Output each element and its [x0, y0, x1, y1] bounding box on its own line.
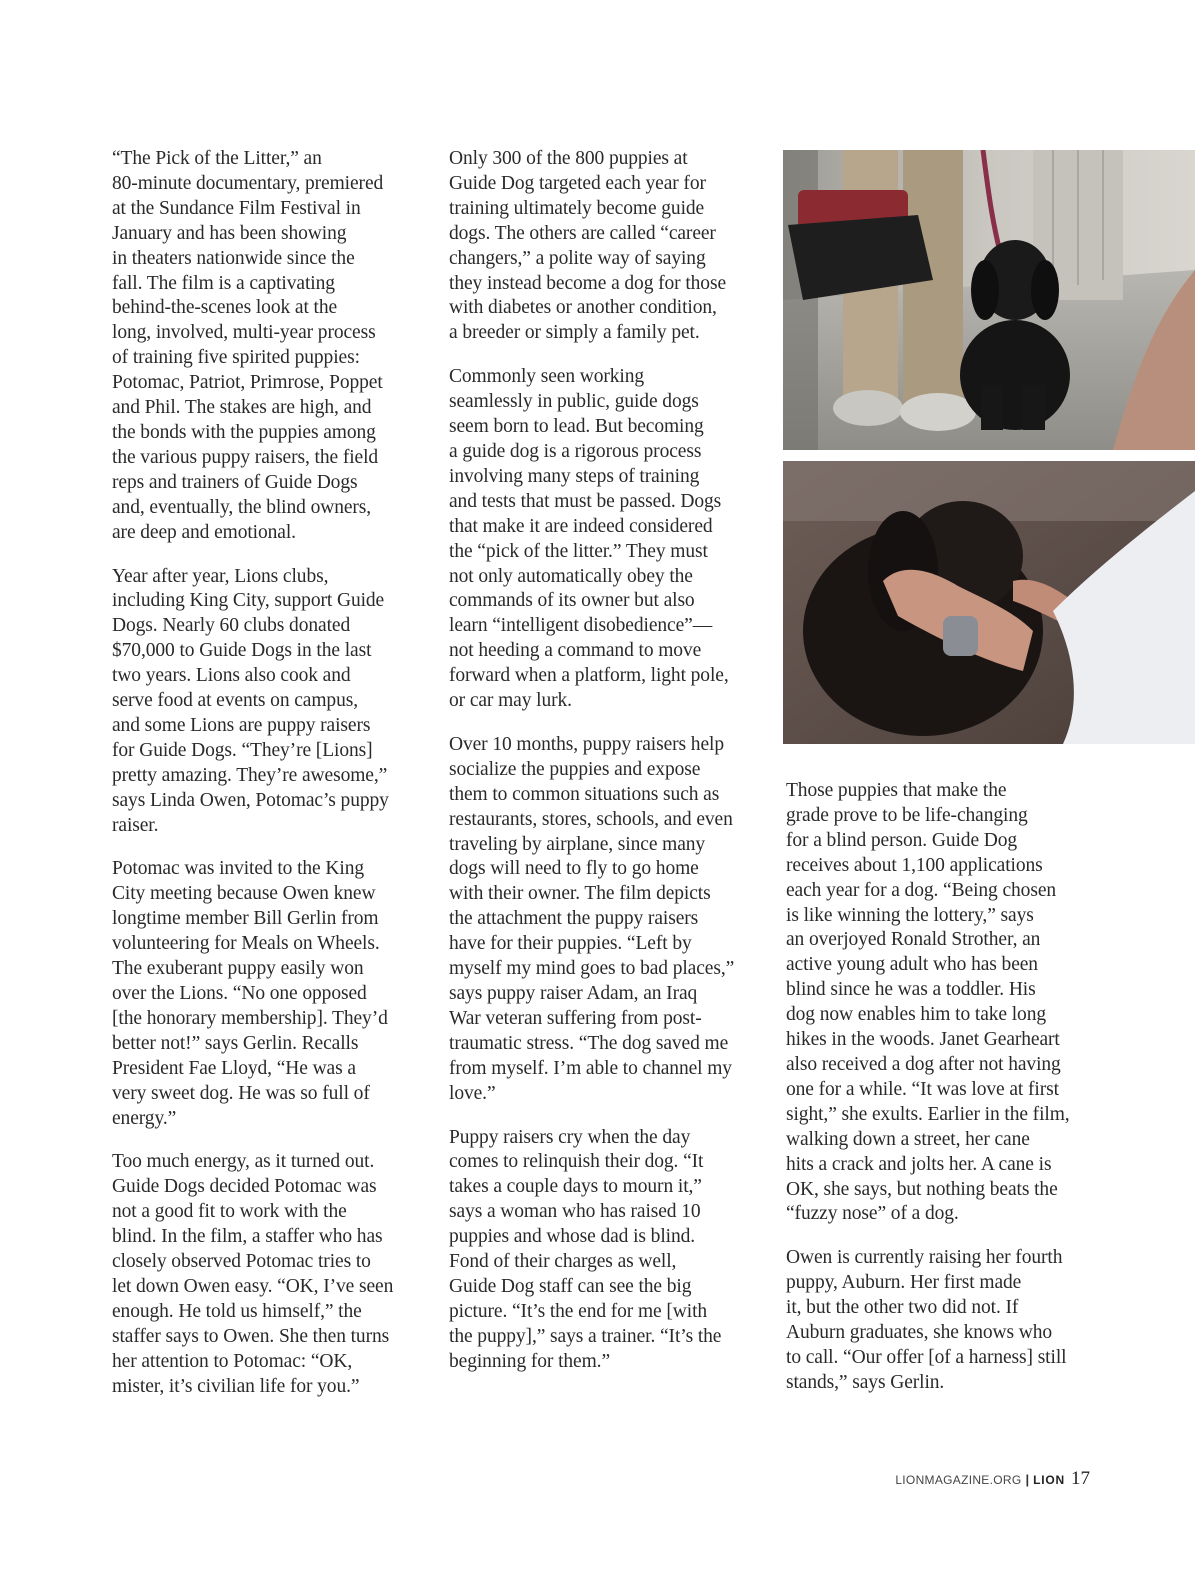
paragraph: “The Pick of the Litter,” an 80-minute documentary, premiered at the Sundance Film Festival in January and has been showing in theaters nationwide since the fall. The film is a captivating behind-the-scenes look at the long, involved, multi-year process of training five spirited puppies: Potomac, Patriot, Primrose, Poppet and Phil. The stakes are high, and the bonds with the puppies among the various puppy raisers, the field reps and trainers of Guide Dogs and, eventually, the blind owners, are deep and emotional. — [112, 148, 384, 543]
footer-website: LIONMAGAZINE.ORG — [895, 1473, 1022, 1487]
paragraph: Potomac was invited to the King City meeting because Owen knew longtime member Bill Gerlin from volunteering for Meals on Wheels. The exuberant puppy easily won over the Lions. “No one opposed [the honorary membership]. They’d better not!” says Gerlin. Recalls President Fae Lloyd, “He was a very sweet dog. He was so full of energy.” — [112, 858, 388, 1129]
paragraph: Only 300 of the 800 puppies at Guide Dog targeted each year for training ultimately become guide dogs. The others are called “career changers,” a polite way of saying they instead become a dog for those with diabetes or another condition, a breeder or simply a family pet. — [449, 148, 726, 344]
puppy-petting-photo — [783, 461, 1195, 744]
article-column-2 — [449, 147, 759, 1394]
paragraph: Owen is currently raising her fourth puppy, Auburn. Her first made it, but the other two did not. If Auburn graduates, she knows who to call. “Our offer [of a harness] still stands,” says Gerlin. — [786, 1247, 1067, 1393]
paragraph: Puppy raisers cry when the day comes to relinquish their dog. “It takes a couple days to mourn it,” says a woman who has raised 10 puppies and whose dad is blind. Fond of their charges as well, Guide Dog staff can see the big picture. “It’s the end for me [with the puppy],” says a trainer. “It’s the beginning for them.” — [449, 1126, 722, 1372]
footer-separator: | — [1025, 1472, 1030, 1487]
article-column-1 — [112, 147, 422, 1419]
paragraph: Commonly seen working seamlessly in public, guide dogs seem born to lead. But becoming a guide dog is a rigorous process involving many steps of training and tests that must be passed. Dogs that make it are indeed considered the “pick of the litter.” They must not only automatically obey the commands of its owner but also learn “intelligent disobedience”— not heeding a command to move forward when a platform, light pole, or car may lurk. — [449, 366, 729, 712]
paragraph: Too much energy, as it turned out. Guide Dogs decided Potomac was not a good fit to work with the blind. In the film, a staffer who has closely observed Potomac tries to let down Owen easy. “OK, I’ve seen enough. He told us himself,” the staffer says to Owen. She then turns her attention to Potomac: “OK, mister, it’s civilian life for you.” — [112, 1151, 394, 1397]
footer-brand: LION — [1033, 1473, 1065, 1487]
page-number: 17 — [1071, 1468, 1090, 1489]
paragraph: Those puppies that make the grade prove to be life-changing for a blind person. Guide Dog receives about 1,100 applications each year for a dog. “Being chosen is like winning the lottery,” says an overjoyed Ronald Strother, an active young adult who has been blind since he was a toddler. His dog now enables him to take long hikes in the woods. Janet Gearheart also received a dog after not having one for a while. “It was love at first sight,” she exults. Earlier in the film, walking down a street, her cane hits a crack and jolts her. A cane is OK, she says, but nothing beats the “fuzzy nose” of a dog. — [786, 780, 1070, 1225]
paragraph: Over 10 months, puppy raisers help socialize the puppies and expose them to common situations such as restaurants, stores, schools, and even traveling by airplane, since many dogs will need to fly to go home with their owner. The film depicts the attachment the puppy raisers have for their puppies. “Left by myself my mind goes to bad places,” says puppy raiser Adam, an Iraq War veteran suffering from post- traumatic stress. “The dog saved me from myself. I’m able to channel my love.” — [449, 733, 735, 1104]
page-footer — [850, 1468, 1090, 1490]
puppy-hallway-photo — [783, 150, 1195, 450]
article-column-3 — [786, 779, 1096, 1415]
paragraph: Year after year, Lions clubs, including King City, support Guide Dogs. Nearly 60 clubs donated $70,000 to Guide Dogs in the last two years. Lions also cook and serve food at events on campus, and some Lions are puppy raisers for Guide Dogs. “They’re [Lions] pretty amazing. They’re awesome,” says Linda Owen, Potomac’s puppy raiser. — [112, 565, 389, 836]
